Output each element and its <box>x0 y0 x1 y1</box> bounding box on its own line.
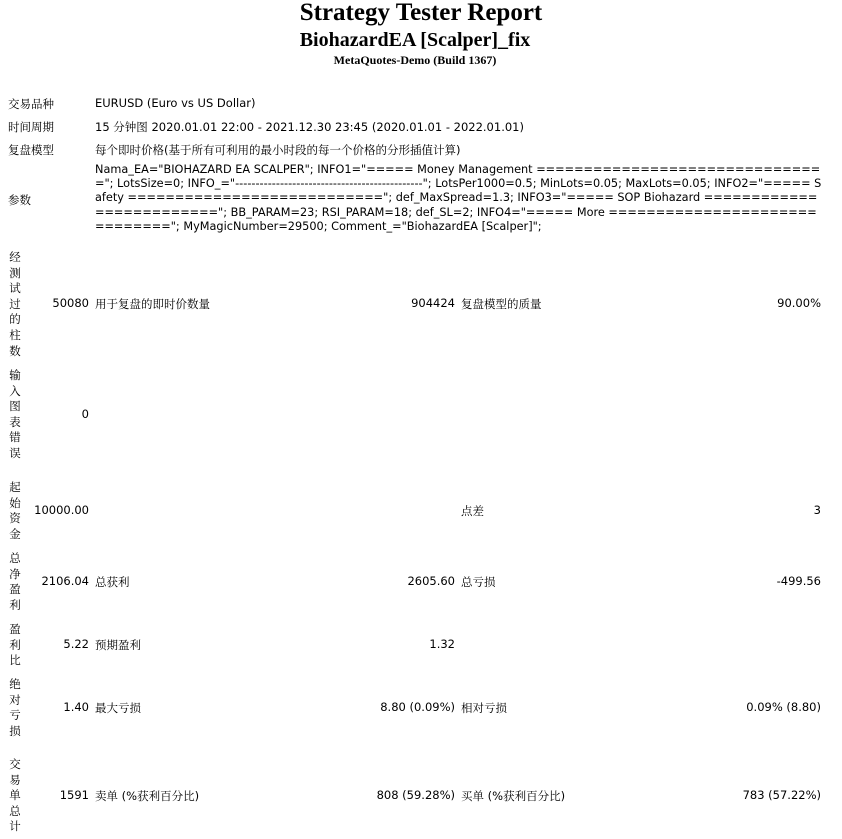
net-profit-label: 总净盈利 <box>9 551 21 612</box>
total-trades-label: 交易单总计 <box>9 757 21 834</box>
expected-payoff-value: 1.32 <box>429 637 455 651</box>
relative-drawdown-value: 0.09% (8.80) <box>746 700 821 714</box>
spread-value: 3 <box>813 503 821 517</box>
profit-factor-label: 盈利比 <box>9 622 21 668</box>
bars-value: 50080 <box>52 296 89 310</box>
period-label: 时间周期 <box>8 120 54 134</box>
short-positions-label: 卖单 (%获利百分比) <box>95 789 200 803</box>
spread-label: 点差 <box>461 504 484 518</box>
total-trades-value: 1591 <box>59 788 89 802</box>
absolute-drawdown-label: 绝对亏损 <box>9 677 21 738</box>
ticks-label: 用于复盘的即时价数量 <box>95 297 210 311</box>
errors-value: 0 <box>81 407 89 421</box>
symbol-label: 交易品种 <box>8 97 54 111</box>
period-value: 15 分钟图 2020.01.01 22:00 - 2021.12.30 23:45 (2020.01.01 - 2022.01.01) <box>95 120 524 134</box>
absolute-drawdown-value: 1.40 <box>63 700 89 714</box>
params-label: 参数 <box>8 193 31 207</box>
net-profit-value: 2106.04 <box>41 574 89 588</box>
long-positions-value: 783 (57.22%) <box>742 788 821 802</box>
gross-profit-value: 2605.60 <box>407 574 455 588</box>
long-positions-label: 买单 (%获利百分比) <box>461 789 566 803</box>
gross-loss-label: 总亏损 <box>461 575 496 589</box>
max-drawdown-value: 8.80 (0.09%) <box>380 700 455 714</box>
profit-factor-value: 5.22 <box>63 637 89 651</box>
gross-loss-value: -499.56 <box>776 574 821 588</box>
report-title: Strategy Tester Report <box>299 0 543 26</box>
quality-label: 复盘模型的质量 <box>461 297 542 311</box>
short-positions-value: 808 (59.28%) <box>376 788 455 802</box>
max-drawdown-label: 最大亏损 <box>95 701 141 715</box>
model-value: 每个即时价格(基于所有可利用的最小时段的每一个价格的分形插值计算) <box>95 143 461 157</box>
ea-name: BiohazardEA [Scalper]_fix <box>299 29 531 51</box>
ticks-value: 904424 <box>411 296 455 310</box>
quality-value: 90.00% <box>777 296 821 310</box>
deposit-label: 起始资金 <box>9 480 21 541</box>
expected-payoff-label: 预期盈利 <box>95 638 141 652</box>
params-value: Nama_EA="BIOHAZARD EA SCALPER"; INFO1="===== Money Management ==============================="; LotsSize=0; INFO_="----------------------------------------------"; LotsPer1000=0.5; MinLots=0.05; MaxLots=0.05; INFO2="===== Safety ==========================="; def_MaxSpread=1.3; INFO3="===== SOP Biohazard ========================="; BB_PARAM=23; RSI_PARAM=18; def_SL=2; INFO4="===== More =============================="; MyMagicNumber=29500; Comment_="BiohazardEA [Scalper]"; <box>95 163 822 233</box>
bars-label: 经测试过的柱数 <box>9 250 21 358</box>
errors-label: 输入图表错误 <box>9 368 21 460</box>
symbol-value: EURUSD (Euro vs US Dollar) <box>95 96 256 110</box>
server-build: MetaQuotes-Demo (Build 1367) <box>333 53 497 67</box>
relative-drawdown-label: 相对亏损 <box>461 701 507 715</box>
gross-profit-label: 总获利 <box>95 575 130 589</box>
model-label: 复盘模型 <box>8 143 54 157</box>
deposit-value: 10000.00 <box>34 503 89 517</box>
